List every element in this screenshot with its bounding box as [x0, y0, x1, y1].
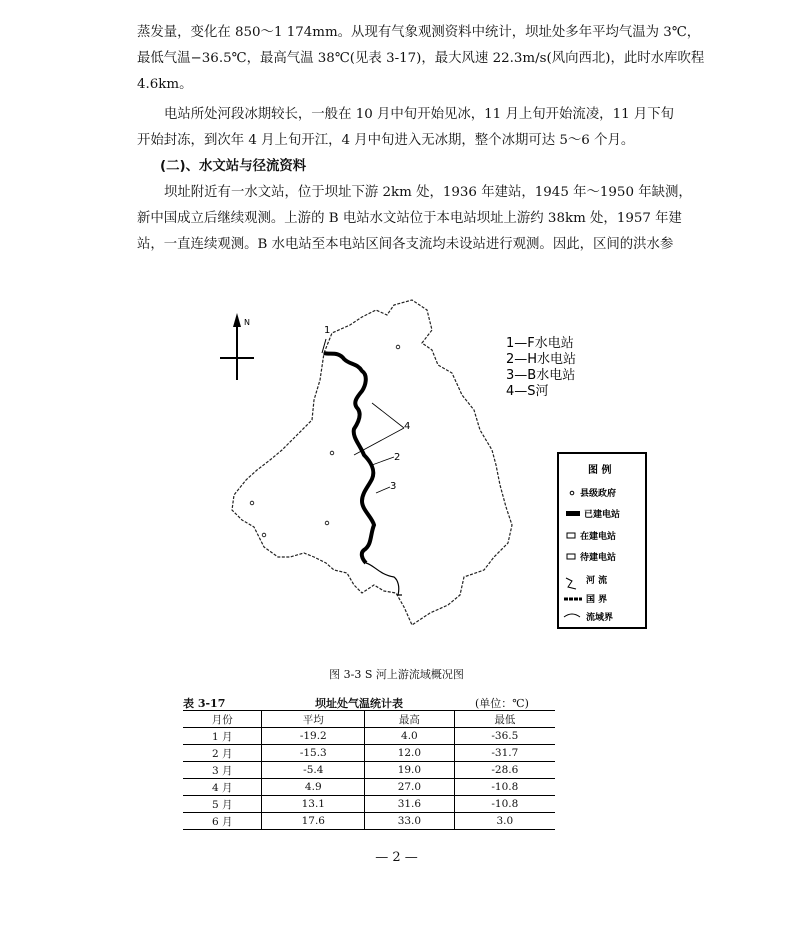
table-cell: 5 月 [211, 798, 233, 811]
table-cell: 12.0 [365, 745, 455, 762]
text-line: 坝址附近有一水文站，位于坝址下游 2km 处，1936 年建站，1945 年～1950 年缺测， [164, 185, 692, 200]
text-line: 蒸发量，变化在 850～1 174mm。从现有气象观测资料中统计，坝址处多年平均气温为 3℃， [137, 25, 701, 40]
legend-title: 图 例 [588, 465, 612, 476]
county-dots [250, 345, 400, 537]
text-line: 新中国成立后继续观测。上游的 B 电站水文站位于本电站坝址上游约 38km 处，1957 年建 [137, 211, 682, 226]
main-river-lower [366, 563, 402, 595]
table-row [183, 762, 555, 779]
legend-item: 河 流 [586, 576, 608, 586]
table-cell: -15.3 [262, 745, 365, 762]
temperature-table [183, 693, 555, 830]
built-station-icon [566, 511, 580, 516]
point-number: 4 [404, 421, 411, 432]
leader-line [354, 428, 404, 455]
table-cell: -28.6 [454, 762, 555, 779]
legend-item: 流域界 [586, 613, 614, 623]
paragraph-ice-period [137, 102, 693, 154]
map-key-item: 4—S河 [506, 384, 549, 399]
map-key-item: 1—F水电站 [506, 336, 574, 351]
table-cell: 33.0 [365, 813, 455, 830]
table-header-row [183, 711, 555, 728]
table-unit: (单位：℃) [475, 697, 529, 710]
legend-item: 国 界 [586, 595, 608, 605]
map-key-item: 2—H水电站 [506, 352, 577, 367]
table-cell: 1 月 [211, 730, 233, 743]
table-header-cell: 最低 [454, 711, 555, 728]
table-cell: 13.1 [262, 796, 365, 813]
table-header-cell: 最高 [365, 711, 455, 728]
text-line: 电站所处河段冰期较长，一般在 10 月中旬开始见冰，11 月上旬开始流凌，11 月下旬 [164, 107, 675, 122]
table-cell: 3.0 [454, 813, 555, 830]
page-number: — 2 — [375, 850, 418, 865]
north-arrow-icon [220, 313, 254, 380]
leader-line [376, 487, 390, 493]
legend-item: 县级政府 [580, 489, 617, 499]
point-number: 2 [394, 452, 401, 463]
text-line: 4.6km。 [137, 77, 193, 92]
table-row [183, 745, 555, 762]
section-heading: (二)、水文站与径流资料 [160, 159, 307, 174]
table-row [183, 813, 555, 830]
point-number: 3 [390, 481, 397, 492]
table-cell: 4.9 [262, 779, 365, 796]
table-header-cell: 平均 [262, 711, 365, 728]
paragraph-hydrology [137, 180, 693, 258]
table-cell: -31.7 [454, 745, 555, 762]
table-cell: 3 月 [211, 764, 233, 777]
table-cell: 31.6 [365, 796, 455, 813]
text-line: 开始封冻，到次年 4 月上旬开江，4 月中旬进入无冰期，整个冰期可达 5～6 个月。 [137, 133, 635, 148]
table-cell: -10.8 [454, 796, 555, 813]
north-label: N [244, 318, 250, 327]
legend-item: 在建电站 [580, 532, 617, 542]
table-cell: -10.8 [454, 779, 555, 796]
table-header-cell: 月份 [211, 713, 233, 726]
table-cell: 2 月 [211, 747, 233, 760]
table-cell: -36.5 [454, 728, 555, 745]
map-legend [558, 453, 646, 628]
table-cell: 6 月 [211, 815, 233, 828]
leader-line [372, 457, 394, 465]
leader-line [372, 403, 404, 428]
main-river [324, 353, 374, 563]
table-row [183, 728, 555, 745]
paragraph-evaporation [137, 20, 705, 98]
table-cell: 19.0 [365, 762, 455, 779]
table-label: 表 3-17 [183, 697, 226, 710]
table-row [183, 779, 555, 796]
map-key-item: 3—B水电站 [506, 368, 576, 383]
table-cell: -5.4 [262, 762, 365, 779]
temperature-data-table [183, 710, 555, 830]
table-cell: 17.6 [262, 813, 365, 830]
text-line: 最低气温−36.5℃，最高气温 38℃(见表 3-17)，最大风速 22.3m/s(风向西北)，此时水库吹程 [137, 51, 705, 66]
table-cell: 4 月 [211, 781, 233, 794]
point-number: 1 [324, 325, 331, 336]
table-row [183, 796, 555, 813]
table-cell: -19.2 [262, 728, 365, 745]
table-cell: 4.0 [365, 728, 455, 745]
legend-item: 待建电站 [580, 553, 617, 563]
figure-caption: 图 3-3 S 河上游流域概况图 [329, 668, 464, 681]
table-title: 坝址处气温统计表 [315, 697, 403, 710]
table-cell: 27.0 [365, 779, 455, 796]
legend-item: 已建电站 [584, 510, 621, 520]
text-line: 站，一直连续观测。B 水电站至本电站区间各支流均未设站进行观测。因此，区间的洪水参 [137, 237, 674, 252]
table-title-row [183, 693, 555, 710]
basin-map [212, 295, 652, 640]
